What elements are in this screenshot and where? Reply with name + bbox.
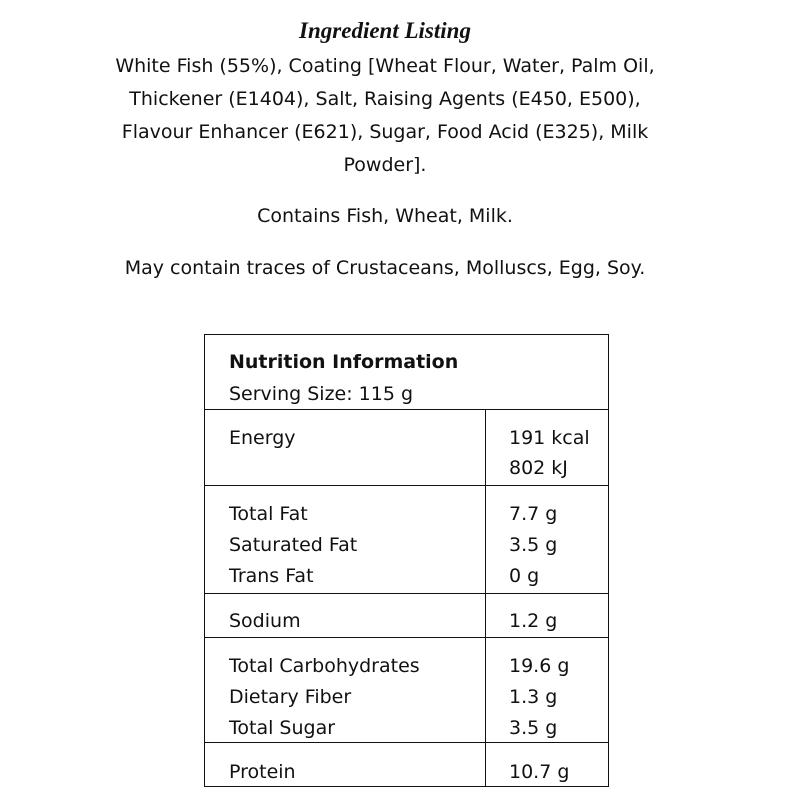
ingredients-text: White Fish (55%), Coating [Wheat Flour, Water, Palm Oil, Thickener (E1404), Salt, Raising Agents (E450, E500), Flavour Enhancer (E621), Sugar, Food Acid (E325), Milk Powder].	[115, 55, 655, 176]
nutrient-value: 1.3 g	[509, 686, 558, 708]
energy-section	[205, 409, 608, 486]
nutrition-title: Nutrition Information	[229, 351, 459, 373]
nutrient-label: Total Sugar	[229, 717, 336, 739]
nutrient-value: 1.2 g	[509, 610, 558, 632]
serving-size: Serving Size: 115 g	[229, 383, 414, 405]
nutrient-value: 191 kcal	[509, 427, 590, 449]
nutrient-label: Saturated Fat	[229, 534, 358, 556]
nutrient-label: Energy	[229, 427, 296, 449]
protein-section	[205, 743, 608, 786]
nutrient-label: Total Carbohydrates	[229, 655, 420, 677]
nutrient-value: 3.5 g	[509, 534, 558, 556]
nutrient-value: 19.6 g	[509, 655, 570, 677]
fat-section	[205, 486, 608, 594]
nutrient-label: Total Fat	[229, 503, 308, 525]
nutrient-label: Protein	[229, 761, 296, 783]
sodium-section	[205, 594, 608, 638]
nutrition-table	[204, 334, 609, 787]
nutrition-header	[205, 335, 608, 410]
nutrient-value: 3.5 g	[509, 717, 558, 739]
ingredient-listing-title: Ingredient Listing	[299, 18, 471, 43]
nutrient-value: 10.7 g	[509, 761, 570, 783]
allergen-may-contain: May contain traces of Crustaceans, Molluscs, Egg, Soy.	[124, 257, 646, 279]
carbohydrate-section	[205, 638, 608, 743]
allergen-contains: Contains Fish, Wheat, Milk.	[257, 205, 513, 227]
nutrient-label: Sodium	[229, 610, 301, 632]
nutrient-value: 7.7 g	[509, 503, 558, 525]
nutrient-label: Trans Fat	[229, 565, 314, 587]
nutrient-label: Dietary Fiber	[229, 686, 352, 708]
nutrient-value: 0 g	[509, 565, 540, 587]
nutrient-value: 802 kJ	[509, 457, 568, 479]
